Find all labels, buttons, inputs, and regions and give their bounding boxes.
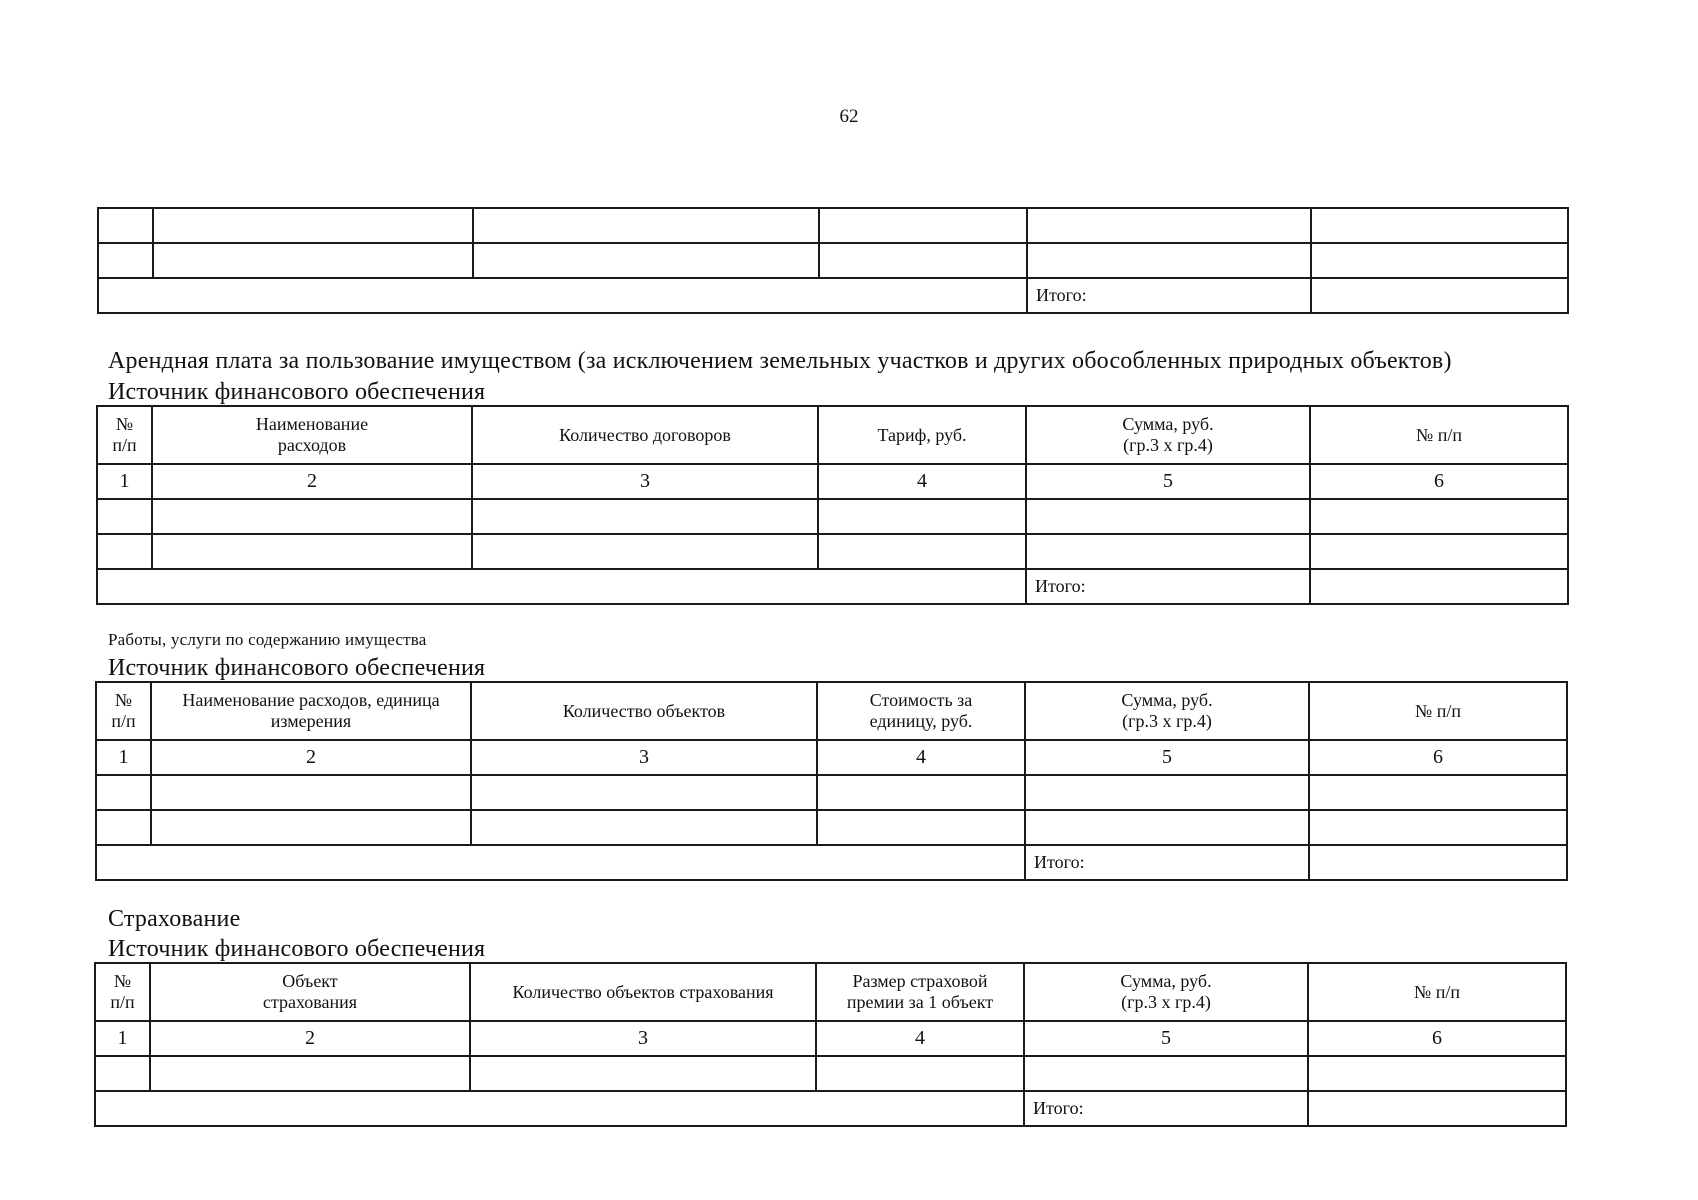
- maintenance-table: [95, 681, 1568, 881]
- header-cell: Сумма, руб. (гр.3 x гр.4): [1026, 406, 1310, 464]
- header-cell: Количество объектов страхования: [470, 963, 816, 1021]
- page-number: 62: [839, 106, 859, 127]
- continuation-table: [97, 207, 1569, 314]
- total-row: [96, 845, 1567, 880]
- source-input-insurance[interactable]: [485, 940, 795, 963]
- header-cell: № п/п: [97, 406, 152, 464]
- section-title-maintenance: Работы, услуги по содержанию имущества: [108, 630, 427, 649]
- header-cell: № п/п: [1309, 682, 1567, 740]
- header-row: [97, 406, 1568, 464]
- header-cell: Наименование расходов, единица измерения: [151, 682, 471, 740]
- total-value-cell[interactable]: [1310, 569, 1568, 604]
- total-value-cell[interactable]: [1309, 845, 1567, 880]
- source-label-insurance: Источник финансового обеспечения: [108, 936, 795, 963]
- header-cell: № п/п: [1308, 963, 1566, 1021]
- header-cell: Стоимость за единицу, руб.: [817, 682, 1025, 740]
- total-row: [98, 278, 1568, 313]
- header-cell: Количество объектов: [471, 682, 817, 740]
- table-row: [95, 1056, 1566, 1091]
- header-cell: Объект страхования: [150, 963, 470, 1021]
- header-cell: Наименование расходов: [152, 406, 472, 464]
- total-row: [97, 569, 1568, 604]
- table-row: [98, 243, 1568, 278]
- column-number-row: 1 2 3 4 5 6: [95, 1021, 1566, 1056]
- table-row: [98, 208, 1568, 243]
- section-title-rent: Арендная плата за пользование имуществом (за исключением земельных участков и других обособленных природных объектов): [108, 348, 1452, 374]
- insurance-table: [94, 962, 1567, 1127]
- table-row: [97, 534, 1568, 569]
- source-label-rent: Источник финансового обеспечения: [108, 379, 750, 406]
- header-cell: № п/п: [1310, 406, 1568, 464]
- table-row: [96, 775, 1567, 810]
- total-label: Итого:: [1027, 278, 1311, 313]
- total-label: Итого:: [1024, 1091, 1308, 1126]
- table-row: [96, 810, 1567, 845]
- header-row: [95, 963, 1566, 1021]
- source-label-maintenance: Источник финансового обеспечения: [108, 655, 840, 682]
- header-cell: Размер страховой премии за 1 объект: [816, 963, 1024, 1021]
- header-cell: № п/п: [96, 682, 151, 740]
- header-cell: № п/п: [95, 963, 150, 1021]
- column-number-row: 1 2 3 4 5 6: [97, 464, 1568, 499]
- total-value-cell[interactable]: [1308, 1091, 1566, 1126]
- header-cell: Количество договоров: [472, 406, 818, 464]
- table-row: [97, 499, 1568, 534]
- source-input-maintenance[interactable]: [485, 659, 840, 682]
- section-title-insurance: Страхование: [108, 906, 241, 932]
- total-label: Итого:: [1026, 569, 1310, 604]
- header-row: [96, 682, 1567, 740]
- total-value-cell[interactable]: [1311, 278, 1568, 313]
- total-label: Итого:: [1025, 845, 1309, 880]
- source-input-rent[interactable]: [485, 383, 750, 406]
- header-cell: Сумма, руб. (гр.3 x гр.4): [1025, 682, 1309, 740]
- column-number-row: 1 2 3 4 5 6: [96, 740, 1567, 775]
- header-cell: Тариф, руб.: [818, 406, 1026, 464]
- header-cell: Сумма, руб. (гр.3 x гр.4): [1024, 963, 1308, 1021]
- total-row: [95, 1091, 1566, 1126]
- rent-table: [96, 405, 1569, 605]
